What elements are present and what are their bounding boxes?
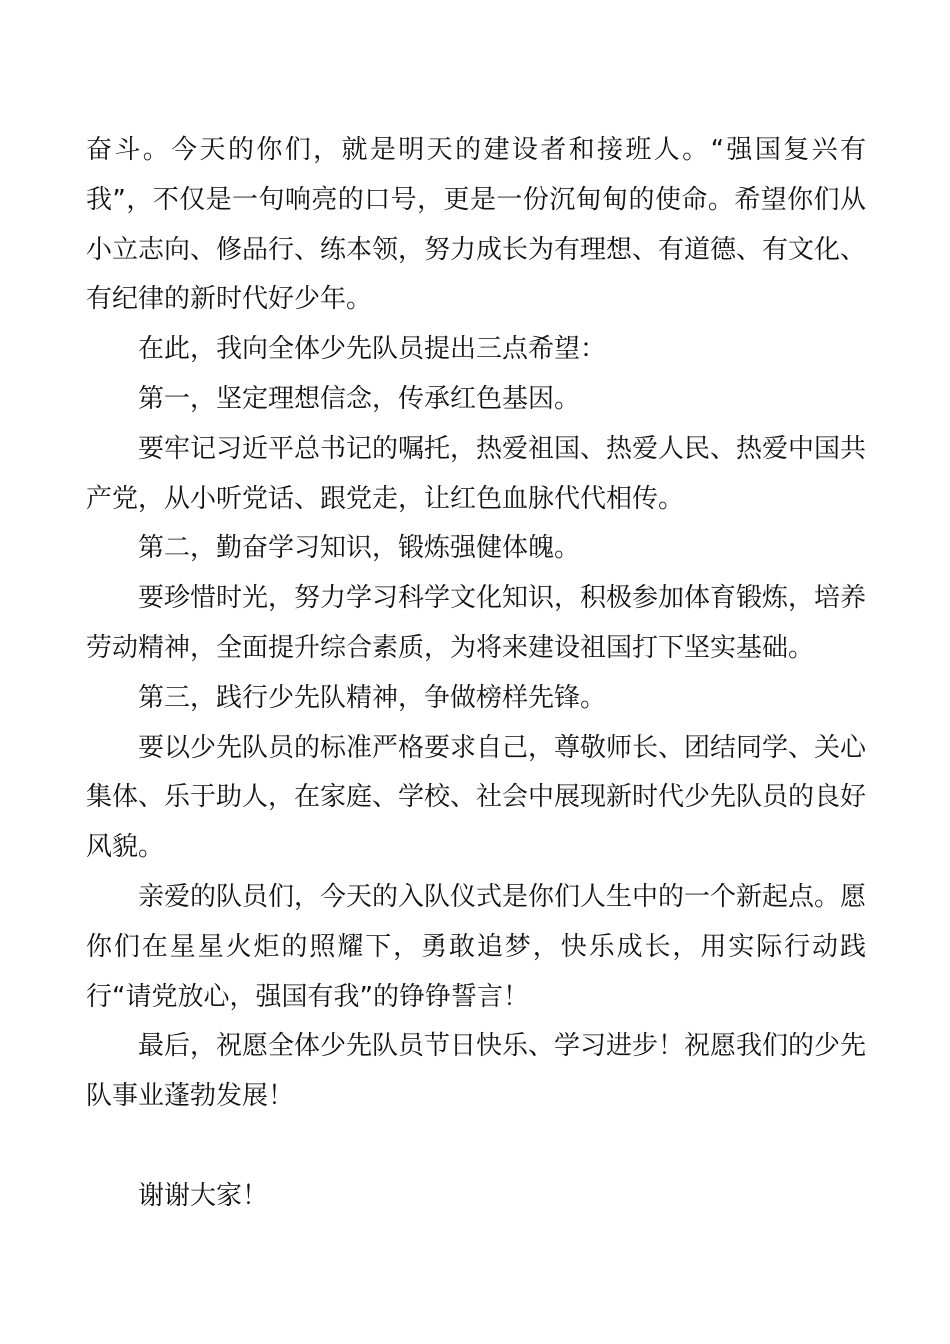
heading-third-hope: 第三，践行少先队精神，争做榜样先锋。 — [138, 682, 607, 713]
paragraph-first-hope: 要牢记习近平总书记的嘱托，热爱祖国、热爱人民、热爱中国共产党，从小听党话、跟党走，让红色血脉代代相传。 — [86, 433, 867, 514]
blank-line — [86, 1122, 866, 1172]
paragraph-new-starting-point: 亲爱的队员们，今天的入队仪式是你们人生中的一个新起点。愿你们在星星火炬的照耀下，勇敢追梦，快乐成长，用实际行动践行“请党放心，强国有我”的铮铮誓言！ — [86, 881, 867, 1012]
paragraph-intro-hopes: 在此，我向全体少先队员提出三点希望： — [138, 334, 607, 365]
paragraph-second-hope: 要珍惜时光，努力学习科学文化知识，积极参加体育锻炼，培养劳动精神，全面提升综合素质，为将来建设祖国打下坚实基础。 — [86, 583, 867, 663]
paragraph-third-hope: 要以少先队员的标准严格要求自己，尊敬师长、团结同学、关心集体、乐于助人，在家庭、学校、社会中展现新时代少先队员的良好风貌。 — [86, 732, 867, 863]
paragraph-continuation: 奋斗。今天的你们，就是明天的建设者和接班人。“强国复兴有我”，不仅是一句响亮的口号，更是一份沉甸甸的使命。希望你们从小立志向、修品行、练本领，努力成长为有理想、有道德、有文化、有纪律的新时代好少年。 — [86, 135, 867, 315]
paragraph-final-wishes: 最后，祝愿全体少先队员节日快乐、学习进步！祝愿我们的少先队事业蓬勃发展！ — [86, 1031, 867, 1112]
heading-first-hope: 第一，坚定理想信念，传承红色基因。 — [138, 383, 581, 414]
closing-thanks: 谢谢大家！ — [138, 1180, 269, 1211]
heading-second-hope: 第二，勤奋学习知识，锻炼强健体魄。 — [138, 533, 581, 564]
document-body — [86, 126, 866, 1222]
